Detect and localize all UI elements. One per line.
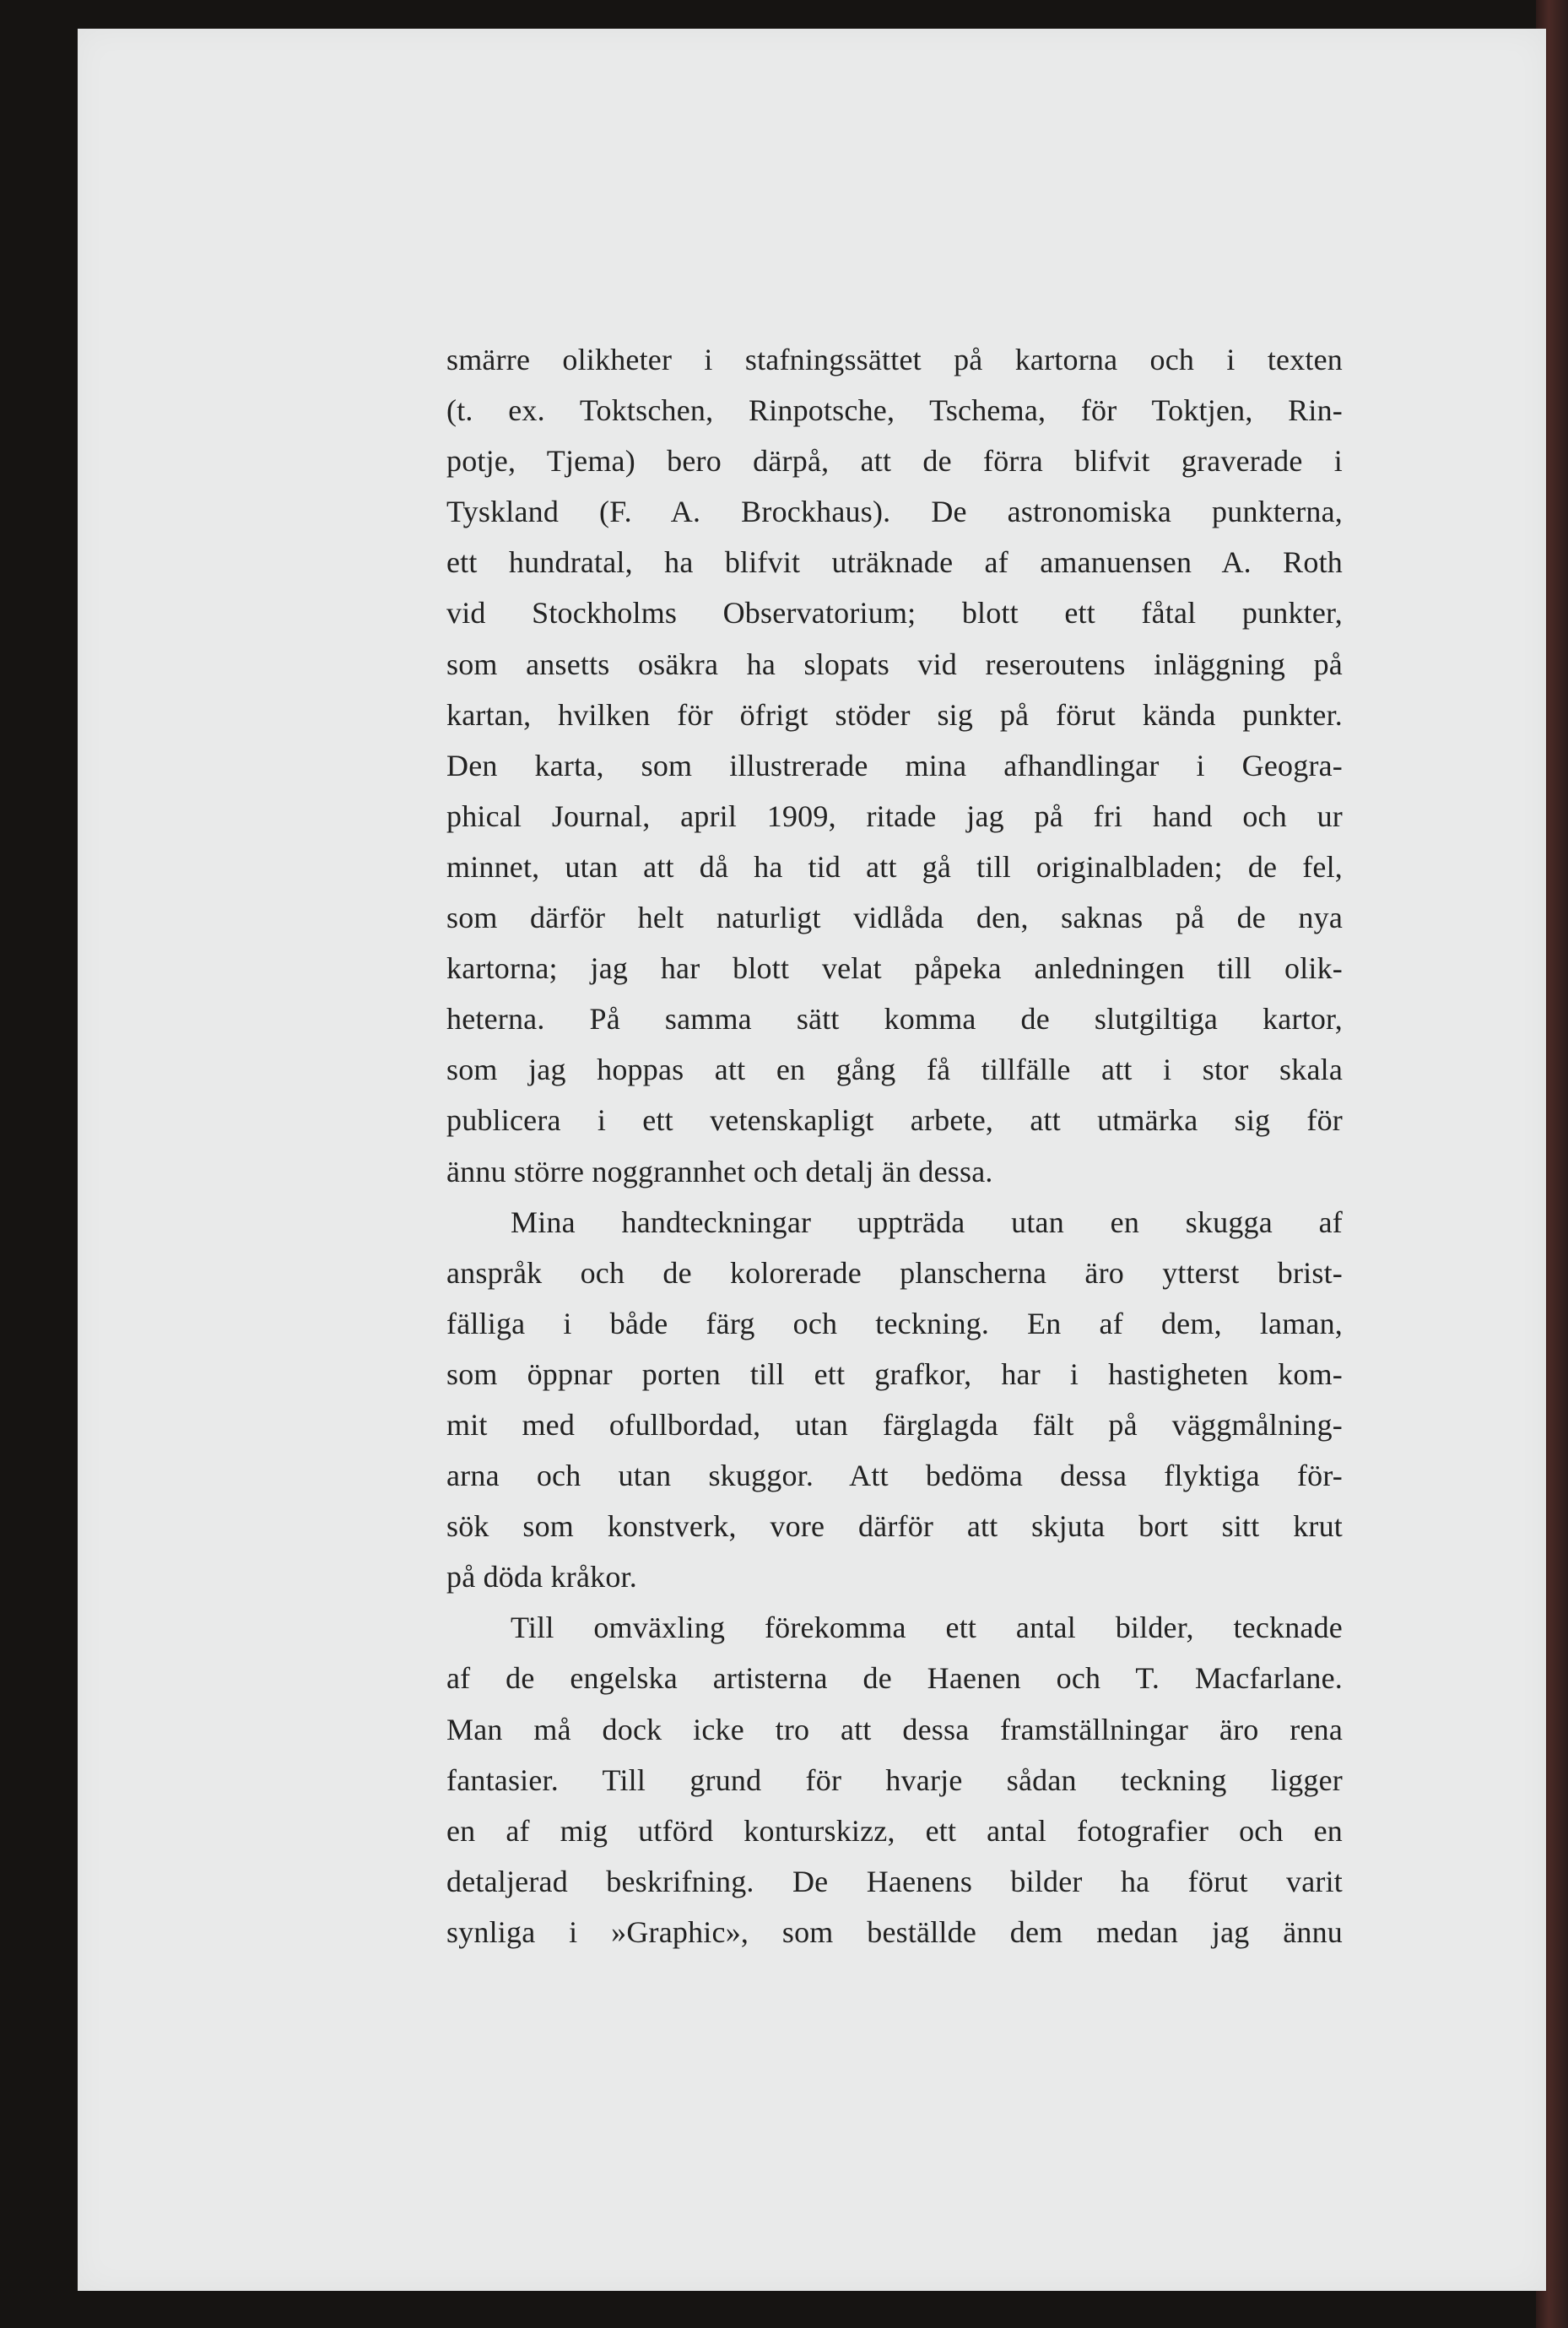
text-line: som öppnar porten till ett grafkor, har i hastigheten kom-: [446, 1356, 1343, 1391]
text-line: (t. ex. Toktschen, Rinpotsche, Tschema, för Toktjen, Rin-: [446, 393, 1343, 428]
text-line: sök som konstverk, vore därför att skjuta bort sitt krut: [446, 1509, 1343, 1544]
text-line: som ansetts osäkra ha slopats vid reseroutens inläggning på: [446, 647, 1343, 681]
text-line: på döda kråkor.: [446, 1560, 637, 1594]
text-line: en af mig utförd konturskizz, ett antal fotografier och en: [446, 1813, 1343, 1848]
text-line: detaljerad beskrifning. De Haenens bilder ha förut varit: [446, 1864, 1343, 1898]
text-line: minnet, utan att då ha tid att gå till originalbladen; de fel,: [446, 849, 1343, 884]
text-line: kartan, hvilken för öfrigt stöder sig på förut kända punkter.: [446, 697, 1343, 732]
text-line: kartorna; jag har blott velat påpeka anledningen till olik-: [446, 951, 1343, 986]
paragraph-2: [446, 1197, 1343, 1603]
text-line: Tyskland (F. A. Brockhaus). De astronomiska punkterna,: [446, 495, 1343, 529]
text-line: vid Stockholms Observatorium; blott ett fåtal punkter,: [446, 596, 1343, 631]
text-line: som jag hoppas att en gång få tillfälle att i stor skala: [446, 1053, 1343, 1087]
text-line: af de engelska artisterna de Haenen och T. Macfarlane.: [446, 1661, 1343, 1696]
paragraph-3: [446, 1602, 1343, 1957]
text-line: fantasier. Till grund för hvarje sådan teckning ligger: [446, 1762, 1343, 1797]
book-page: [78, 29, 1546, 2291]
text-line: smärre olikheter i stafningssättet på kartorna och i texten: [446, 343, 1343, 376]
text-line: Man må dock icke tro att dessa framställningar äro rena: [446, 1712, 1343, 1746]
text-line: Till omväxling förekomma ett antal bilder, tecknade: [511, 1611, 1343, 1645]
text-line: synliga i »Graphic», som beställde dem medan jag ännu: [446, 1914, 1343, 1949]
text-line: arna och utan skuggor. Att bedöma dessa flyktiga för-: [446, 1459, 1343, 1493]
text-line: ett hundratal, ha blifvit uträknade af amanuensen A. Roth: [446, 545, 1343, 580]
text-line: Mina handteckningar uppträda utan en skugga af: [511, 1205, 1343, 1239]
text-line: anspråk och de kolorerade planscherna äro ytterst brist-: [446, 1255, 1343, 1290]
text-line: heterna. På samma sätt komma de slutgiltiga kartor,: [446, 1002, 1343, 1037]
text-line: som därför helt naturligt vidlåda den, saknas på de nya: [446, 901, 1343, 935]
body-text: [446, 334, 1343, 1957]
text-line: mit med ofullbordad, utan färglagda fält på väggmålning-: [446, 1407, 1343, 1442]
text-line: phical Journal, april 1909, ritade jag på fri hand och ur: [446, 799, 1343, 833]
text-line: publicera i ett vetenskapligt arbete, att utmärka sig för: [446, 1103, 1343, 1138]
text-line: potje, Tjema) bero därpå, att de förra blifvit graverade i: [446, 444, 1343, 479]
text-line: ännu större noggrannhet och detalj än dessa.: [446, 1154, 993, 1188]
text-line: fälliga i både färg och teckning. En af dem, laman,: [446, 1306, 1343, 1340]
text-line: Den karta, som illustrerade mina afhandlingar i Geogra-: [446, 748, 1343, 782]
paragraph-1: [446, 334, 1343, 1197]
